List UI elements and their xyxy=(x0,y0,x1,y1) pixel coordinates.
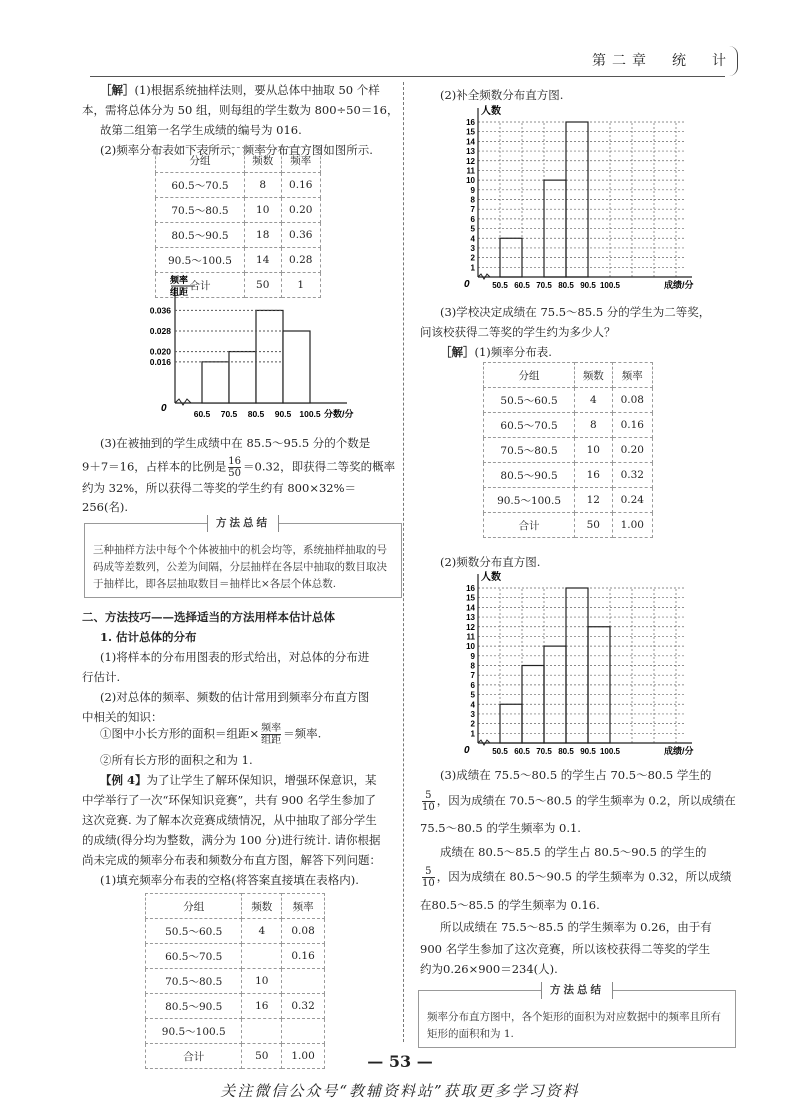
fraction xyxy=(422,866,435,889)
histogram-bar xyxy=(566,122,588,277)
method-summary-text: 频率分布直方图中，各个矩形的面积为对应数据中的频率且所有矩形的面积和为 1. xyxy=(427,1011,721,1040)
table-cell: 0.08 xyxy=(612,388,652,413)
footer-note: 关注微信公众号“教辅资料站”获取更多学习资料 xyxy=(220,1082,580,1100)
text-line: (1)根据系统抽样法则，要从总体中抽取 50 个样 xyxy=(134,83,380,97)
text-span: ＝频率. xyxy=(283,726,322,741)
text-line: 本，需将总体分为 50 组，则每组的学生数为 800÷50＝16， xyxy=(82,103,399,117)
table-cell: 0.36 xyxy=(281,223,321,248)
y-tick-label: 1 xyxy=(470,263,475,273)
header-brace xyxy=(729,46,738,76)
table-row xyxy=(484,488,653,513)
y-axis-label: 人数 xyxy=(481,106,501,117)
numerator: 5 xyxy=(422,866,435,878)
table-cell: 0.32 xyxy=(282,994,325,1019)
text-line: ②所有长方形的面积之和为 1. xyxy=(100,753,253,767)
text-span: ，因为成绩在 80.5～90.5 的学生频率为 0.32，所以成绩 xyxy=(436,869,732,884)
method-summary-box-2 xyxy=(418,984,736,1048)
table-cell: 90.5～100.5 xyxy=(484,488,575,513)
page-number: — 53 — xyxy=(367,1052,433,1071)
x-tick-label: 70.5 xyxy=(536,281,552,290)
x-tick-label: 60.5 xyxy=(514,281,530,290)
table-cell: 14 xyxy=(244,248,281,273)
table-cell: 1.00 xyxy=(282,1044,325,1069)
table-cell: 1.00 xyxy=(612,513,652,538)
table-row xyxy=(484,463,653,488)
table-header-cell: 频率 xyxy=(281,148,321,173)
table-cell: 0.16 xyxy=(281,173,321,198)
text-line: 的成绩(得分均为整数，满分为 100 分)进行统计. 请你根据 xyxy=(82,833,381,847)
numerator: 5 xyxy=(422,790,435,802)
y-tick-label: 16 xyxy=(466,584,475,593)
x-tick-label: 100.5 xyxy=(599,281,621,290)
x-tick-label: 60.5 xyxy=(193,409,211,419)
y-tick-label: 4 xyxy=(470,700,475,710)
table-header-row xyxy=(484,363,653,388)
text-line: (1)填充频率分布表的空格(将答案直接填在表格内). xyxy=(100,873,359,887)
table-cell: 4 xyxy=(575,388,612,413)
text-line: 约为 32%，所以获得二等奖的学生约有 800×32%＝ xyxy=(82,481,357,495)
y-tick-label: 12 xyxy=(466,622,475,632)
y-tick-label: 6 xyxy=(470,214,475,224)
y-tick-label: 14 xyxy=(466,137,475,147)
table-cell: 0.32 xyxy=(612,463,652,488)
table-cell: 80.5～90.5 xyxy=(146,994,242,1019)
table-cell: 60.5～70.5 xyxy=(146,944,242,969)
y-tick-label: 8 xyxy=(470,661,475,671)
table-cell: 50 xyxy=(575,513,612,538)
x-tick-label: 90.5 xyxy=(580,747,596,756)
text-line: 这次竞赛. 为了解本次竞赛成绩情况，从中抽取了部分学生 xyxy=(82,813,377,827)
example-line xyxy=(100,770,400,790)
x-tick-label: 100.5 xyxy=(599,747,621,756)
table-header-cell: 分组 xyxy=(146,894,242,919)
y-tick-label: 3 xyxy=(470,243,475,253)
histogram-bar xyxy=(283,331,310,403)
table-cell: 0.08 xyxy=(282,919,325,944)
x-axis-label: 成绩/分 xyxy=(664,746,694,756)
table-cell: 10 xyxy=(244,198,281,223)
subsection-heading: 1. 估计总体的分布 xyxy=(100,630,197,644)
x-tick-label: 60.5 xyxy=(514,747,530,756)
text-line: 问该校获得二等奖的学生约为多少人？ xyxy=(420,325,616,339)
y-tick-label: 3 xyxy=(470,709,475,719)
table-cell xyxy=(242,1019,282,1044)
method-summary-box-1 xyxy=(84,517,402,598)
method-summary-title: 方法总结 xyxy=(207,515,279,532)
table-cell: 70.5～80.5 xyxy=(156,198,245,223)
table-cell: 0.28 xyxy=(281,248,321,273)
table-cell: 12 xyxy=(575,488,612,513)
text-line: 在80.5～85.5 的学生频率为 0.16. xyxy=(420,898,600,912)
histogram-bar xyxy=(202,362,229,403)
fraction-line xyxy=(82,456,402,479)
denominator: 50 xyxy=(228,468,241,479)
frequency-table-3 xyxy=(483,362,653,538)
text-line: (3)在被抽到的学生成绩中在 85.5～95.5 分的个数是 xyxy=(100,436,371,450)
table-cell: 0.20 xyxy=(281,198,321,223)
count-histogram-complete xyxy=(450,568,725,766)
x-tick-label: 80.5 xyxy=(247,409,265,419)
text-line: 行估计. xyxy=(82,670,121,684)
table-cell: 16 xyxy=(242,994,282,1019)
table-header-cell: 分组 xyxy=(484,363,575,388)
y-tick-label: 6 xyxy=(470,680,475,690)
x-axis-label: 分数/分 xyxy=(324,409,354,419)
formula-line xyxy=(100,723,400,746)
solution-label: ［解］ xyxy=(440,345,475,359)
text-line: 尚未完成的频率分布表和频数分布直方图，解答下列问题： xyxy=(82,853,381,867)
table-cell: 50 xyxy=(242,1044,282,1069)
y-tick-label: 14 xyxy=(466,603,475,613)
text-span: ①图中小长方形的面积＝组距× xyxy=(100,726,260,741)
y-tick-label: 5 xyxy=(470,690,475,700)
table-cell: 50.5～60.5 xyxy=(146,919,242,944)
table-cell xyxy=(282,1019,325,1044)
table-cell: 90.5～100.5 xyxy=(146,1019,242,1044)
y-tick-label: 2 xyxy=(470,253,475,263)
fraction-line xyxy=(420,866,740,889)
y-tick-label: 10 xyxy=(466,642,475,652)
table-cell: 18 xyxy=(244,223,281,248)
text-line: 故第二组第一名学生成绩的编号为 016. xyxy=(100,123,302,137)
y-tick-label: 13 xyxy=(466,613,475,623)
table-cell: 70.5～80.5 xyxy=(484,438,575,463)
text-span: 为了让学生了解环保知识，增强环保意识，某 xyxy=(146,773,377,787)
table-row xyxy=(484,438,653,463)
fraction xyxy=(261,723,281,746)
y-tick-label: 11 xyxy=(466,166,475,176)
y-tick-label: 4 xyxy=(470,234,475,244)
text-line: (2)频数分布直方图. xyxy=(440,555,541,569)
frequency-table-2 xyxy=(145,893,325,1069)
text-line: 中相关的知识： xyxy=(82,710,163,724)
axis-break xyxy=(175,399,191,405)
text-span: ＝0.32，即获得二等奖的概率 xyxy=(243,459,396,474)
solution-line xyxy=(440,342,740,362)
table-cell: 16 xyxy=(575,463,612,488)
text-line: (3)成绩在 75.5～80.5 的学生占 70.5～80.5 学生的 xyxy=(440,768,712,782)
table-cell: 合计 xyxy=(484,513,575,538)
y-axis-label: 人数 xyxy=(481,572,501,583)
table-cell: 50 xyxy=(244,273,281,298)
x-tick-label: 100.5 xyxy=(299,409,321,419)
x-tick-label: 50.5 xyxy=(492,281,508,290)
method-summary-text: 三种抽样方法中每个个体被抽中的机会均等，系统抽样抽取的号码成等差数列，公差为间隔，分层抽样在各层中抽取的数目取决于抽样比，即各层抽取数目＝抽样比×各层个体总数. xyxy=(93,544,387,590)
denominator: 组距 xyxy=(261,735,282,746)
table-cell: 70.5～80.5 xyxy=(146,969,242,994)
text-line: 900 名学生参加了这次竞赛，所以该校获得二等奖的学生 xyxy=(420,942,711,956)
y-tick-label: 2 xyxy=(470,719,475,729)
y-tick-label: 16 xyxy=(466,118,475,127)
table-cell: 80.5～90.5 xyxy=(484,463,575,488)
table-row xyxy=(156,198,321,223)
y-tick-label: 13 xyxy=(466,147,475,157)
header-rule xyxy=(90,76,725,77)
text-line: 中学举行了一次“环保知识竞赛”，共有 900 名学生参加了 xyxy=(82,793,377,807)
table-cell xyxy=(282,969,325,994)
y-tick-label: 7 xyxy=(470,671,475,681)
frequency-histogram-1 xyxy=(140,275,400,433)
table-cell: 0.16 xyxy=(282,944,325,969)
y-tick-label: 0.028 xyxy=(149,326,171,336)
x-axis-label: 成绩/分 xyxy=(664,280,694,290)
y-tick-label: 0.036 xyxy=(149,305,171,316)
y-tick-label: 15 xyxy=(466,127,475,137)
table-header-cell: 频数 xyxy=(244,148,281,173)
table-cell: 90.5～100.5 xyxy=(156,248,245,273)
table-cell: 60.5～70.5 xyxy=(484,413,575,438)
table-cell: 8 xyxy=(244,173,281,198)
text-line: (2)频率分布表如下表所示，频率分布直方图如图所示. xyxy=(100,143,373,157)
table-header-row xyxy=(156,148,321,173)
table-header-cell: 频数 xyxy=(242,894,282,919)
table-cell: 0.16 xyxy=(612,413,652,438)
y-tick-label: 15 xyxy=(466,593,475,603)
table-cell: 4 xyxy=(242,919,282,944)
method-summary-title: 方法总结 xyxy=(541,982,613,999)
count-histogram-incomplete xyxy=(450,102,725,300)
y-tick-label: 9 xyxy=(470,651,475,661)
y-tick-label: 8 xyxy=(470,195,475,205)
fraction-line xyxy=(420,790,740,813)
table-cell: 80.5～90.5 xyxy=(156,223,245,248)
table-cell: 10 xyxy=(575,438,612,463)
example-label: 【例 4】 xyxy=(100,773,147,787)
x-tick-label: 70.5 xyxy=(536,747,552,756)
y-tick-label: 9 xyxy=(470,185,475,195)
text-line: 256(名). xyxy=(82,500,129,514)
text-span: 9＋7＝16，占样本的比例是 xyxy=(82,459,227,474)
text-line: (2)对总体的频率、频数的估计常用到频率分布直方图 xyxy=(100,690,370,704)
y-tick-label: 1 xyxy=(470,729,475,739)
x-tick-label: 90.5 xyxy=(274,409,292,419)
table-header-cell: 频率 xyxy=(282,894,325,919)
denominator: 10 xyxy=(422,802,435,813)
y-tick-label: 0.016 xyxy=(149,356,171,367)
origin-label: 0 xyxy=(161,403,167,414)
denominator: 10 xyxy=(422,878,435,889)
y-tick-label: 0.020 xyxy=(149,346,171,357)
y-tick-label: 7 xyxy=(470,205,475,215)
histogram-bar xyxy=(566,588,588,743)
table-row xyxy=(484,388,653,413)
y-tick-label: 11 xyxy=(466,632,475,642)
table-header-cell: 频率 xyxy=(612,363,652,388)
table-header-cell: 分组 xyxy=(156,148,245,173)
table-row xyxy=(484,413,653,438)
x-tick-label: 80.5 xyxy=(558,747,574,756)
y-axis-label-denominator: 组距 xyxy=(170,287,189,297)
y-axis-label-numerator: 频率 xyxy=(170,275,189,285)
y-tick-label: 10 xyxy=(466,176,475,186)
numerator: 16 xyxy=(228,456,241,467)
table-cell xyxy=(242,944,282,969)
text-line: 约为0.26×900＝234(人). xyxy=(420,962,558,976)
text-span: ，因为成绩在 70.5～80.5 的学生频率为 0.2，所以成绩在 xyxy=(436,793,736,808)
table-cell: 8 xyxy=(575,413,612,438)
text-line: 75.5～80.5 的学生频率为 0.1. xyxy=(420,821,581,835)
table-header-row xyxy=(146,894,325,919)
table-cell: 10 xyxy=(242,969,282,994)
table-row xyxy=(146,994,325,1019)
text-span: (1)频率分布表. xyxy=(474,345,552,359)
column-divider xyxy=(403,82,404,1042)
text-line: 成绩在 80.5～85.5 的学生占 80.5～90.5 的学生的 xyxy=(440,845,707,859)
table-cell: 0.24 xyxy=(612,488,652,513)
histogram-bar xyxy=(256,310,283,403)
x-tick-label: 50.5 xyxy=(492,747,508,756)
table-row xyxy=(146,1019,325,1044)
table-cell: 合计 xyxy=(146,1044,242,1069)
table-row xyxy=(156,248,321,273)
section-heading: 二、方法技巧——选择适当的方法用样本估计总体 xyxy=(82,610,335,624)
y-tick-label: 5 xyxy=(470,224,475,234)
solution-label: ［解］ xyxy=(100,83,135,97)
table-cell: 1 xyxy=(281,273,321,298)
fraction xyxy=(228,456,241,479)
table-cell: 0.20 xyxy=(612,438,652,463)
table-cell: 合计 xyxy=(156,273,245,298)
origin-label: 0 xyxy=(464,279,470,290)
table-row xyxy=(146,919,325,944)
chapter-header: 第二章 统 计 xyxy=(592,53,732,69)
x-tick-label: 90.5 xyxy=(580,281,596,290)
table-row xyxy=(146,944,325,969)
table-cell: 50.5～60.5 xyxy=(484,388,575,413)
left-solution-para1 xyxy=(100,80,400,100)
x-tick-label: 70.5 xyxy=(220,409,238,419)
table-header-cell: 频数 xyxy=(575,363,612,388)
numerator: 频率 xyxy=(261,723,282,734)
text-line: (2)补全频数分布直方图. xyxy=(440,88,564,102)
text-line: 所以成绩在 75.5～85.5 的学生频率为 0.26，由于有 xyxy=(440,920,712,934)
table-row xyxy=(156,173,321,198)
y-tick-label: 12 xyxy=(466,156,475,166)
table-row xyxy=(156,223,321,248)
text-line: (3)学校决定成绩在 75.5～85.5 分的学生为二等奖， xyxy=(440,305,711,319)
table-row xyxy=(484,513,653,538)
histogram-bar xyxy=(229,352,256,403)
text-line: (1)将样本的分布用图表的形式给出，对总体的分布进 xyxy=(100,650,370,664)
table-cell: 60.5～70.5 xyxy=(156,173,245,198)
x-tick-label: 80.5 xyxy=(558,281,574,290)
origin-label: 0 xyxy=(464,745,470,756)
table-row xyxy=(146,969,325,994)
fraction xyxy=(422,790,435,813)
histogram-bar xyxy=(522,666,544,744)
